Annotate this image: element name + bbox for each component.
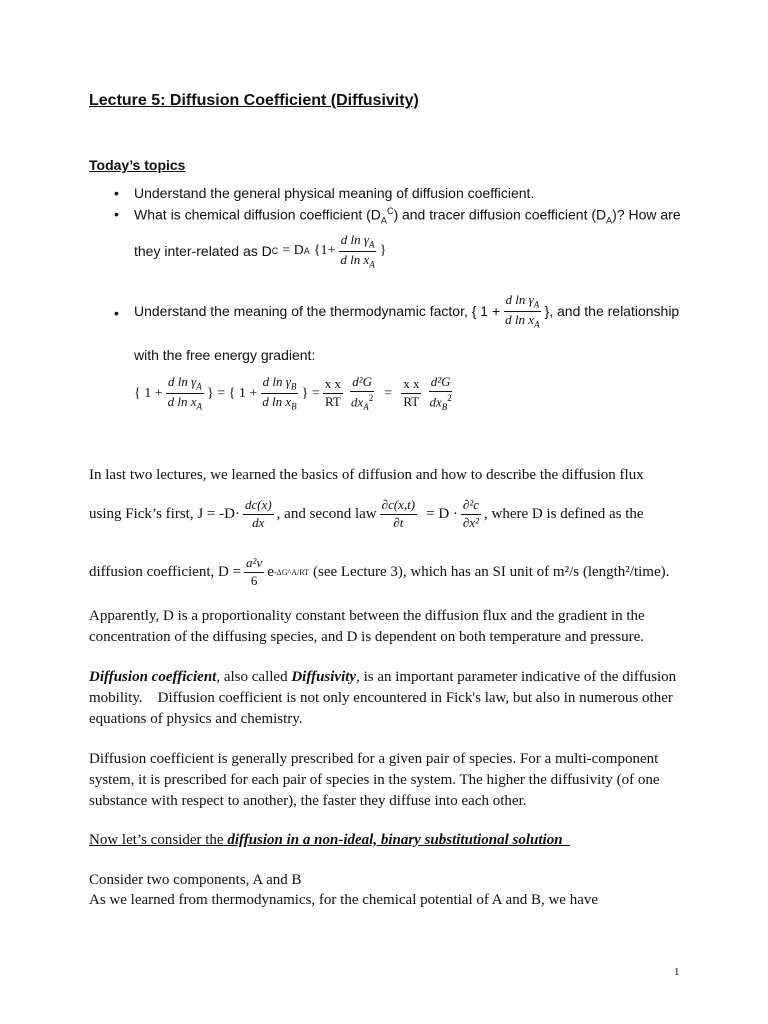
paragraph-definition-line1: Diffusion coefficient, also called Diffusivity, is an important parameter indicative of the diffusion [89, 669, 677, 685]
fraction-dc-dx: $\frac{dc(x)}{dx}$ [244, 497, 272, 530]
section-lead-in: Now let’s consider the diffusion in a non-ideal, binary substitutional solution [89, 832, 563, 848]
bullet-3-text: Understand the meaning of the thermodynamic factor, { 1 + $\frac{d \ln \gamma_A}{d \ln x_A}$ }, and the relationship [134, 292, 680, 330]
page-number: 1 [674, 966, 680, 978]
fraction-dc-dt: $\frac{\partial c(x,t)}{\partial t}$ [381, 497, 416, 530]
bullet-3-line2: with the free energy gradient: [134, 347, 316, 363]
fraction-d2G-dxA2: $\frac{\text{d²G}}{dx_A^2}$ [351, 374, 374, 412]
paragraph-definition-line3: equations of physics and chemistry. [89, 711, 303, 727]
fraction-thermo-factor: $\frac{d \ln \gamma_A}{d \ln x_A}$ [340, 232, 375, 270]
paragraph-intro: In last two lectures, we learned the basics of diffusion and how to describe the diffusion flux [89, 467, 644, 483]
bullet-2-text: What is chemical diffusion coefficient $(D_A^C)$ and tracer diffusion coefficient $(D_A)$? How are [134, 206, 681, 226]
paragraph-consider-line2: As we learned from thermodynamics, for the chemical potential of A and B, we have [89, 892, 599, 908]
bullet-dot: • [114, 185, 119, 201]
paragraph-definition-line2: mobility. Diffusion coefficient is not only encountered in Fick's law, but also in numerous other [89, 690, 673, 706]
paragraph-consider-line1: Consider two components, A and B [89, 872, 302, 888]
fraction-xaxb-rt-2: $\frac{\text{x x}}{RT}$ [403, 376, 420, 410]
bullet-dot: • [114, 305, 119, 321]
fraction-thermo-factor: $\frac{d \ln \gamma_A}{d \ln x_A}$ [505, 292, 540, 330]
lecture-title: Lecture 5: Diffusion Coefficient (Diffusivity) [89, 92, 419, 109]
ficks-laws-line: using Fick’s first, J = -D· $\frac{dc(x)}{dx}$ , and second law $\frac{\partial c(x,t)}{\partial t}$ = D · $\frac{\text{∂²c}}{\text{∂x²}}$ , where D is defined as the [89, 497, 644, 530]
paragraph-proportionality-line2: concentration of the diffusing species, and D is dependent on both temperature and pressure. [89, 629, 644, 645]
paragraph-proportionality-line1: Apparently, D is a proportionality constant between the diffusion flux and the gradient in the [89, 608, 645, 624]
paragraph-pairs-line3: substance with respect to another), the faster they diffuse into each other. [89, 793, 527, 809]
bullet-1-text: Understand the general physical meaning of diffusion coefficient. [134, 185, 535, 201]
free-energy-equation: { 1 + $\frac{d \ln \gamma_A}{d \ln x_A}$ } = { 1 + $\frac{d \ln \gamma_B}{d \ln x_B}$ } = $\frac{\text{x x}}{RT}$ $\frac{\text{d²G}}{dx_A^2}$ = $\frac{\text{x x}}{RT}$ $\frac{\text{d²G}}{dx_B^2}$ [134, 374, 452, 412]
bullet-dot: • [114, 206, 119, 222]
fraction-d2c-dx2: $\frac{\text{∂²c}}{\text{∂x²}}$ [462, 497, 480, 530]
fraction-a2nu-6: $\frac{\text{a²ν}}{6}$ [246, 555, 263, 588]
topics-heading: Today’s topics [89, 157, 186, 173]
diffusion-coefficient-line: diffusion coefficient, D = $\frac{\text{a²ν}}{6}$ e -ΔG^A/RT (see Lecture 3), which has an SI unit of m²/s (length²/time). [89, 555, 670, 588]
paragraph-pairs-line1: Diffusion coefficient is generally prescribed for a given pair of species. For a multi-component [89, 751, 659, 767]
fraction-xaxb-rt-1: $\frac{\text{x x}}{RT}$ [324, 376, 342, 410]
paragraph-pairs-line2: system, it is prescribed for each pair of species in the system. The higher the diffusivity (of one [89, 772, 660, 788]
fraction-dlngB-dlnxB: $\frac{d \ln \gamma_B}{d \ln x_B}$ [262, 374, 297, 412]
bullet-2-equation: they inter-related as D C = D A {1+ $\frac{d \ln \gamma_A}{d \ln x_A}$ } [134, 232, 387, 270]
fraction-dlngA-dlnxA: $\frac{d \ln \gamma_A}{d \ln x_A}$ [167, 374, 203, 412]
fraction-d2G-dxB2: $\frac{\text{d²G}}{dx_B^2}$ [429, 374, 452, 412]
